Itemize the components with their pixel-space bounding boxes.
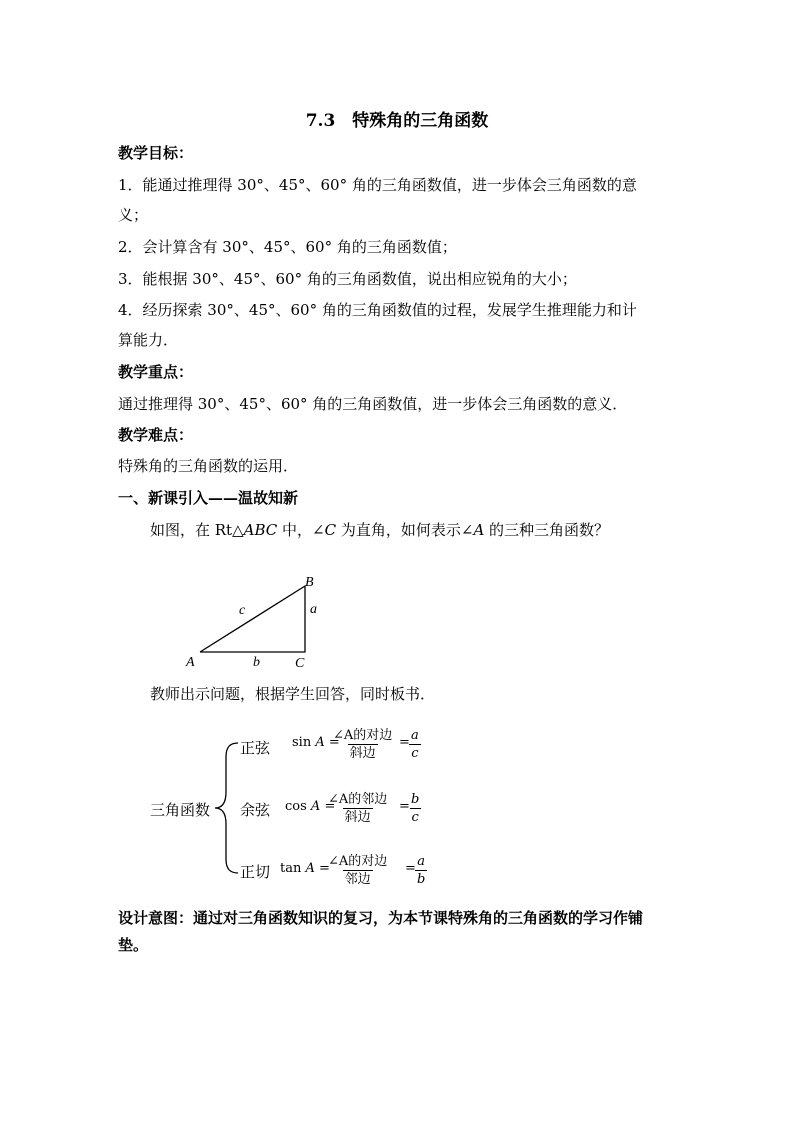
cosine-var: A	[310, 799, 321, 814]
section-1-heading: 一、新课引入——温故知新	[118, 489, 299, 507]
tangent-word-denominator: 邻边	[344, 872, 371, 887]
sine-ratio-numerator: a	[411, 728, 419, 743]
objective-item-1-continued: 义；	[118, 206, 149, 224]
cosine-word-numerator: ∠A的邻边	[328, 792, 388, 807]
objective-item-4-continued: 算能力．	[118, 331, 179, 349]
intro-question-a: A	[473, 521, 485, 539]
cosine-function: cos A =	[285, 799, 336, 814]
sine-word-denominator: 斜边	[349, 746, 376, 761]
design-intent: 设计意图：通过对三角函数知识的复习，为本节课特殊角的三角函数的学习作铺	[118, 909, 644, 927]
equals-sign: =	[405, 861, 416, 876]
tangent-word-fraction	[326, 853, 389, 888]
vertex-c-label: C	[295, 656, 305, 671]
intro-question-part: 如图，在 Rt△	[150, 521, 244, 539]
objective-item-4: 4．经历探索 30°、45°、60° 角的三角函数值的过程，发展学生推理能力和计	[118, 301, 637, 319]
page-title: 7.3 特殊角的三角函数	[305, 111, 489, 131]
brace-icon	[215, 743, 238, 873]
objective-item-3: 3．能根据 30°、45°、60° 角的三角函数值，说出相应锐角的大小；	[118, 270, 577, 288]
cosine-ratio	[409, 791, 421, 826]
key-point-heading: 教学重点：	[118, 363, 194, 381]
intro-question-part: 为直角，如何表示∠	[336, 521, 474, 539]
teacher-note: 教师出示问题，根据学生回答，同时板书．	[150, 685, 436, 703]
cosine-word-fraction	[326, 791, 389, 826]
equals-sign: =	[399, 799, 410, 814]
sine-func: sin	[292, 735, 312, 750]
cosine-ratio-denominator: c	[411, 810, 419, 825]
tangent-name: 正切	[240, 863, 271, 881]
tangent-ratio	[415, 853, 427, 888]
tangent-ratio-denominator: b	[417, 872, 426, 887]
objectives-heading: 教学目标：	[118, 144, 194, 162]
sine-var: A	[315, 735, 325, 750]
tangent-var: A	[305, 861, 315, 876]
key-point-text: 通过推理得 30°、45°、60° 角的三角函数值，进一步体会三角函数的意义．	[118, 395, 628, 413]
side-c-label: c	[239, 603, 246, 618]
intro-question-abc: ABC	[243, 521, 278, 539]
triangle-edges	[200, 586, 305, 652]
cosine-name: 余弦	[240, 801, 271, 819]
side-b-label: b	[253, 655, 260, 670]
side-a-label: a	[310, 602, 317, 617]
tangent-word-numerator: ∠A的对边	[328, 854, 388, 869]
intro-question-part: 的三种三角函数？	[484, 521, 610, 539]
cosine-func: cos	[285, 799, 307, 814]
difficulty-heading: 教学难点：	[118, 426, 194, 444]
objective-item-2: 2．会计算含有 30°、45°、60° 角的三角函数值；	[118, 238, 457, 256]
cosine-ratio-numerator: b	[411, 792, 420, 807]
objective-item-1: 1．能通过推理得 30°、45°、60° 角的三角函数值，进一步体会三角函数的意	[118, 176, 637, 194]
tangent-function: tan A =	[280, 861, 330, 876]
sine-function: sin A =	[292, 735, 340, 750]
sine-ratio	[409, 727, 421, 762]
vertex-a-label: A	[186, 655, 195, 670]
difficulty-text: 特殊角的三角函数的运用．	[118, 457, 299, 475]
design-intent-continued: 垫。	[118, 936, 149, 954]
sine-word-fraction	[331, 727, 394, 762]
sine-ratio-denominator: c	[411, 746, 419, 761]
sine-name: 正弦	[240, 739, 271, 757]
tangent-func: tan	[280, 861, 302, 876]
vertex-b-label: B	[305, 575, 314, 590]
intro-question-part: 中，∠	[277, 521, 325, 539]
tangent-ratio-numerator: a	[417, 854, 426, 869]
trig-group-label: 三角函数	[150, 801, 211, 819]
sine-word-numerator: ∠A的对边	[333, 728, 393, 743]
intro-question-c: C	[324, 521, 337, 539]
cosine-word-denominator: 斜边	[344, 810, 371, 825]
equals-sign: =	[399, 735, 410, 750]
